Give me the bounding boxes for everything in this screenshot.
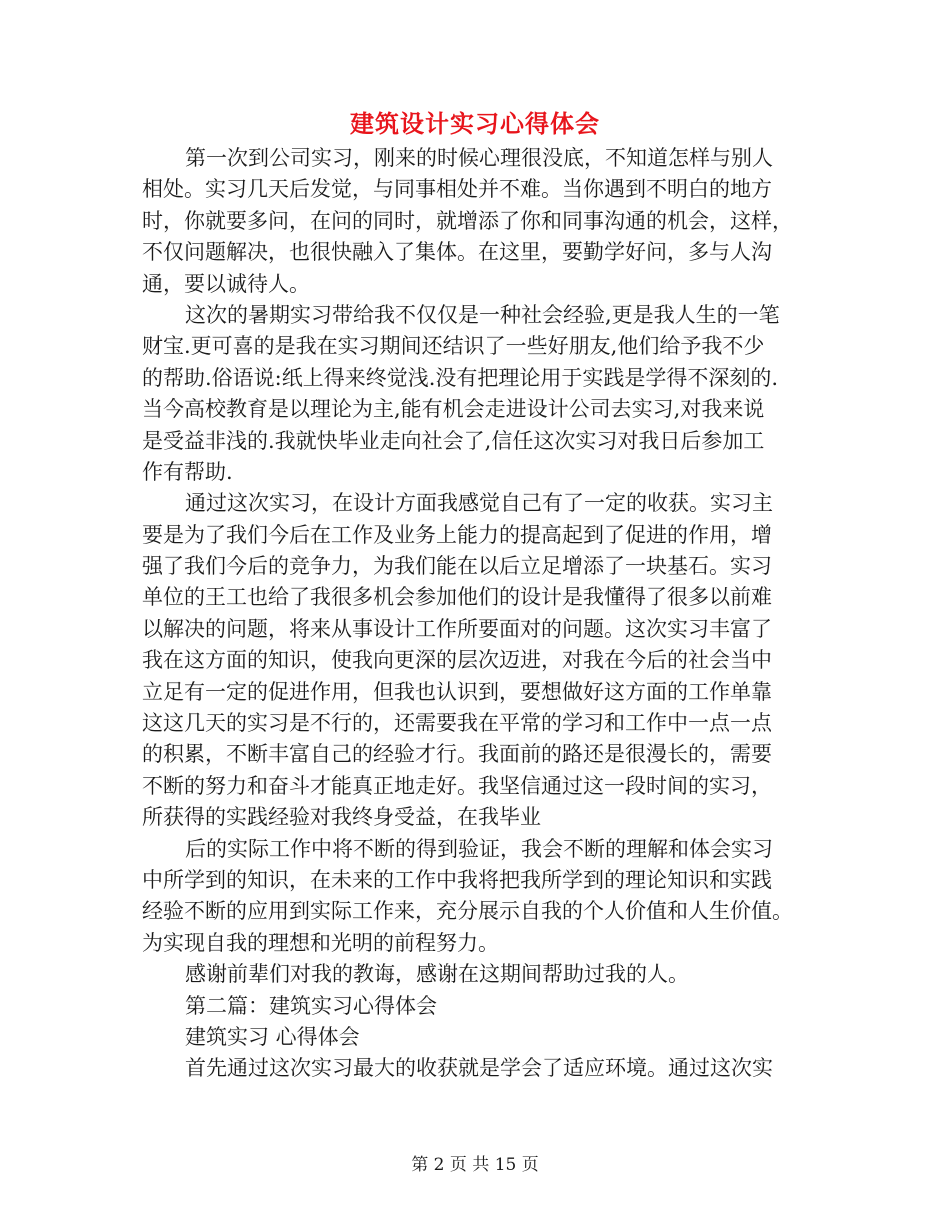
text-line: 相处。实习几天后发觉，与同事相处并不难。当你遇到不明白的地方 — [142, 177, 772, 202]
text-line: 当今高校教育是以理论为主,能有机会走进设计公司去实习,对我来说 — [142, 397, 765, 422]
text-line: 是受益非浅的.我就快毕业走向社会了,信任这次实习对我日后参加工 — [142, 428, 765, 453]
page-number-footer: 第 2 页 共 15 页 — [411, 1155, 539, 1175]
text-line: 强了我们今后的竞争力，为我们能在以后立足增添了一块基石。实习 — [142, 554, 772, 579]
text-line: 要是为了我们今后在工作及业务上能力的提高起到了促进的作用，增 — [142, 522, 772, 547]
text-line: 的帮助.俗语说:纸上得来终觉浅.没有把理论用于实践是学得不深刻的. — [142, 365, 779, 390]
section-subheading: 建筑实习 心得体会 — [185, 1024, 360, 1049]
text-line: 不仅问题解决，也很快融入了集体。在这里，要勤学好问，多与人沟 — [142, 240, 772, 265]
text-line: 中所学到的知识，在未来的工作中我将把我所学到的理论知识和实践 — [142, 867, 772, 892]
text-line: 以解决的问题，将来从事设计工作所要面对的问题。这次实习丰富了 — [142, 616, 772, 641]
document-body — [142, 143, 814, 1085]
text-line: 所获得的实践经验对我终身受益，在我毕业 — [142, 805, 541, 830]
text-line: 的积累，不断丰富自己的经验才行。我面前的路还是很漫长的，需要 — [142, 742, 772, 767]
text-line: 不断的努力和奋斗才能真正地走好。我坚信通过这一段时间的实习， — [142, 773, 772, 798]
text-line: 我在这方面的知识，使我向更深的层次迈进，对我在今后的社会当中 — [142, 648, 772, 673]
text-line: 这这几天的实习是不行的，还需要我在平常的学习和工作中一点一点 — [142, 711, 772, 736]
text-line: 感谢前辈们对我的教诲，感谢在这期间帮助过我的人。 — [185, 962, 689, 987]
text-line: 立足有一定的促进作用，但我也认识到，要想做好这方面的工作单靠 — [142, 679, 772, 704]
text-line: 单位的王工也给了我很多机会参加他们的设计是我懂得了很多以前难 — [142, 585, 772, 610]
text-line: 第一次到公司实习，刚来的时候心理很没底，不知道怎样与别人 — [185, 146, 773, 170]
section-heading: 第二篇：建筑实习心得体会 — [185, 993, 437, 1018]
text-line: 作有帮助. — [142, 459, 233, 484]
text-line: 首先通过这次实习最大的收获就是学会了适应环境。通过这次实 — [185, 1056, 773, 1081]
text-line: 通过这次实习，在设计方面我感觉自己有了一定的收获。实习主 — [185, 491, 773, 516]
text-line: 这次的暑期实习带给我不仅仅是一种社会经验,更是我人生的一笔 — [185, 302, 780, 327]
text-line: 为实现自我的理想和光明的前程努力。 — [142, 930, 499, 955]
document-title: 建筑设计实习心得体会 — [350, 109, 600, 138]
text-line: 财宝.更可喜的是我在实习期间还结识了一些好朋友,他们给予我不少 — [142, 334, 765, 359]
text-line: 时，你就要多问，在问的同时，就增添了你和同事沟通的机会，这样， — [142, 208, 793, 233]
text-line: 经验不断的应用到实际工作来，充分展示自我的个人价值和人生价值。 — [142, 899, 793, 924]
text-line: 通，要以诚待人。 — [142, 271, 310, 296]
text-line: 后的实际工作中将不断的得到验证，我会不断的理解和体会实习 — [185, 836, 773, 861]
